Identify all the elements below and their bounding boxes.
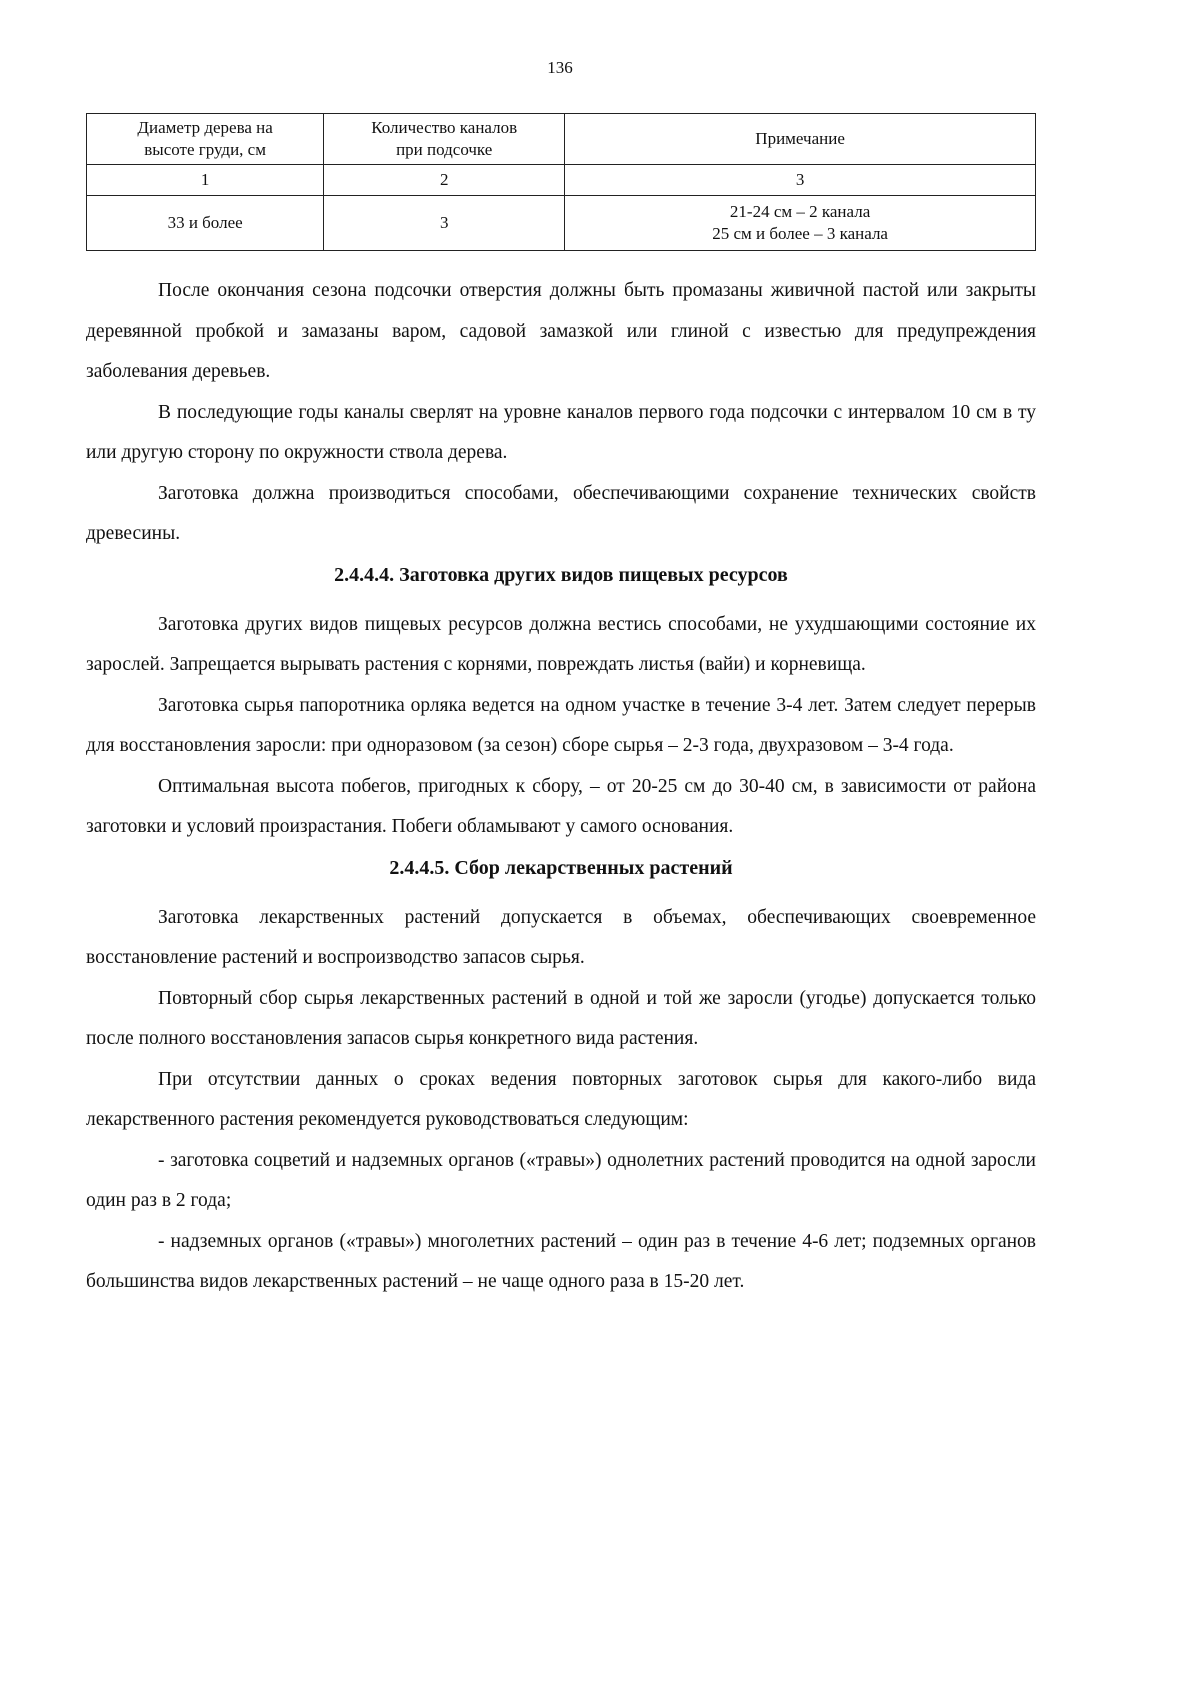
paragraph: В последующие годы каналы сверлят на уровне каналов первого года подсочки с интервалом 10 см в ту или другую сторону по окружности ствола дерева. bbox=[86, 401, 1036, 463]
page-content bbox=[86, 113, 1036, 1303]
table-header-row bbox=[87, 114, 1036, 165]
table-row bbox=[87, 196, 1036, 251]
paragraph: - заготовка соцветий и надземных органов («травы») однолетних растений проводится на одной заросли один раз в 2 года; bbox=[86, 1149, 1036, 1211]
column-number-3: 3 bbox=[565, 165, 1036, 196]
paragraph: Заготовка должна производиться способами, обеспечивающими сохранение технических свойств древесины. bbox=[86, 482, 1036, 544]
column-number-2: 2 bbox=[324, 165, 565, 196]
paragraph: При отсутствии данных о сроках ведения повторных заготовок сырья для какого-либо вида лекарственного растения рекомендуется руководствоваться следующим: bbox=[86, 1068, 1036, 1130]
paragraph: Оптимальная высота побегов, пригодных к сбору, – от 20-25 см до 30-40 см, в зависимости от района заготовки и условий произрастания. Побеги обламывают у самого основания. bbox=[86, 775, 1036, 837]
tapping-channels-table bbox=[86, 113, 1036, 251]
header-note: Примечание bbox=[565, 114, 1036, 165]
section-heading-food-resources: 2.4.4.4. Заготовка других видов пищевых ресурсов bbox=[334, 563, 788, 586]
column-number-1: 1 bbox=[87, 165, 324, 196]
cell-note: 21-24 см – 2 канала 25 см и более – 3 канала bbox=[565, 196, 1036, 251]
header-diameter: Диаметр дерева на высоте груди, см bbox=[87, 114, 324, 165]
paragraph: Заготовка лекарственных растений допускается в объемах, обеспечивающих своевременное восстановление растений и воспроизводство запасов сырья. bbox=[86, 906, 1036, 968]
paragraph: После окончания сезона подсочки отверстия должны быть промазаны живичной пастой или закрыты деревянной пробкой и замазаны варом, садовой замазкой или глиной с известью для предупреждения заболевания деревьев. bbox=[86, 280, 1036, 382]
paragraph: Заготовка сырья папоротника орляка ведется на одном участке в течение 3-4 лет. Затем следует перерыв для восстановления заросли: при одноразовом (за сезон) сборе сырья – 2-3 года, двухразовом – 3-4 года. bbox=[86, 694, 1036, 756]
paragraph: Повторный сбор сырья лекарственных растений в одной и той же заросли (угодье) допускается только после полного восстановления запасов сырья конкретного вида растения. bbox=[86, 987, 1036, 1049]
cell-channels: 3 bbox=[324, 196, 565, 251]
page-number: 136 bbox=[547, 58, 573, 77]
column-number-row bbox=[87, 165, 1036, 196]
section-heading-medicinal-plants: 2.4.4.5. Сбор лекарственных растений bbox=[389, 856, 733, 879]
paragraph: Заготовка других видов пищевых ресурсов должна вестись способами, не ухудшающими состояние их зарослей. Запрещается вырывать растения с корнями, повреждать листья (вайи) и корневища. bbox=[86, 613, 1036, 675]
header-channels: Количество каналов при подсочке bbox=[324, 114, 565, 165]
paragraph: - надземных органов («травы») многолетних растений – один раз в течение 4-6 лет; подземных органов большинства видов лекарственных растений – не чаще одного раза в 15-20 лет. bbox=[86, 1230, 1036, 1292]
cell-diameter: 33 и более bbox=[87, 196, 324, 251]
